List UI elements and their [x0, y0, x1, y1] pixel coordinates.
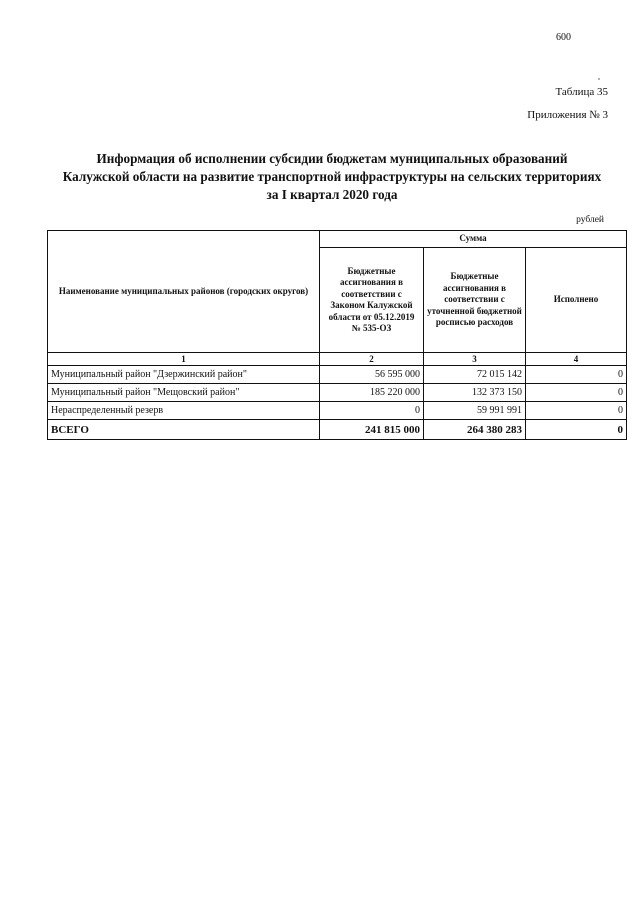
units-label: рублей	[576, 215, 604, 225]
column-number: 2	[320, 353, 424, 366]
table-reference: Таблица 35	[555, 86, 608, 98]
table-row	[48, 384, 627, 402]
executed-amount: 0	[526, 366, 627, 384]
column-header-adjusted: Бюджетные ассигнования в соответствии с уточненной бюджетной росписью расходов	[424, 248, 526, 353]
law-amount: 56 595 000	[320, 366, 424, 384]
district-name: Муниципальный район "Мещовский район"	[48, 384, 320, 402]
title-line-1: Информация об исполнении субсидии бюджетам муниципальных образований	[96, 151, 568, 166]
law-amount: 0	[320, 402, 424, 420]
total-label: ВСЕГО	[48, 420, 320, 440]
adjusted-amount: 132 373 150	[424, 384, 526, 402]
total-executed-amount: 0	[526, 420, 627, 440]
table-row	[48, 366, 627, 384]
title-line-2: Калужской области на развитие транспортной инфраструктуры на сельских территориях	[62, 169, 602, 184]
executed-amount: 0	[526, 384, 627, 402]
subsidy-table	[47, 230, 627, 440]
adjusted-amount: 59 991 991	[424, 402, 526, 420]
district-name: Нераспределенный резерв	[48, 402, 320, 420]
column-header-executed: Исполнено	[526, 248, 627, 353]
total-adjusted-amount: 264 380 283	[424, 420, 526, 440]
group-header-sum: Сумма	[320, 231, 627, 248]
adjusted-amount: 72 015 142	[424, 366, 526, 384]
column-number: 1	[48, 353, 320, 366]
executed-amount: 0	[526, 402, 627, 420]
district-name: Муниципальный район "Дзержинский район"	[48, 366, 320, 384]
table-row	[48, 402, 627, 420]
scan-mark	[598, 78, 600, 80]
law-amount: 185 220 000	[320, 384, 424, 402]
column-number: 3	[424, 353, 526, 366]
column-header-name: Наименование муниципальных районов (городских округов)	[48, 231, 320, 353]
page-number: 600	[556, 32, 571, 43]
appendix-reference: Приложения № 3	[527, 109, 608, 121]
document-title	[40, 150, 624, 204]
column-number-row	[48, 353, 627, 366]
title-line-3: за I квартал 2020 года	[266, 187, 398, 202]
column-header-law: Бюджетные ассигнования в соответствии с Законом Калужской области от 05.12.2019 № 535-ОЗ	[320, 248, 424, 353]
total-law-amount: 241 815 000	[320, 420, 424, 440]
total-row	[48, 420, 627, 440]
column-number: 4	[526, 353, 627, 366]
